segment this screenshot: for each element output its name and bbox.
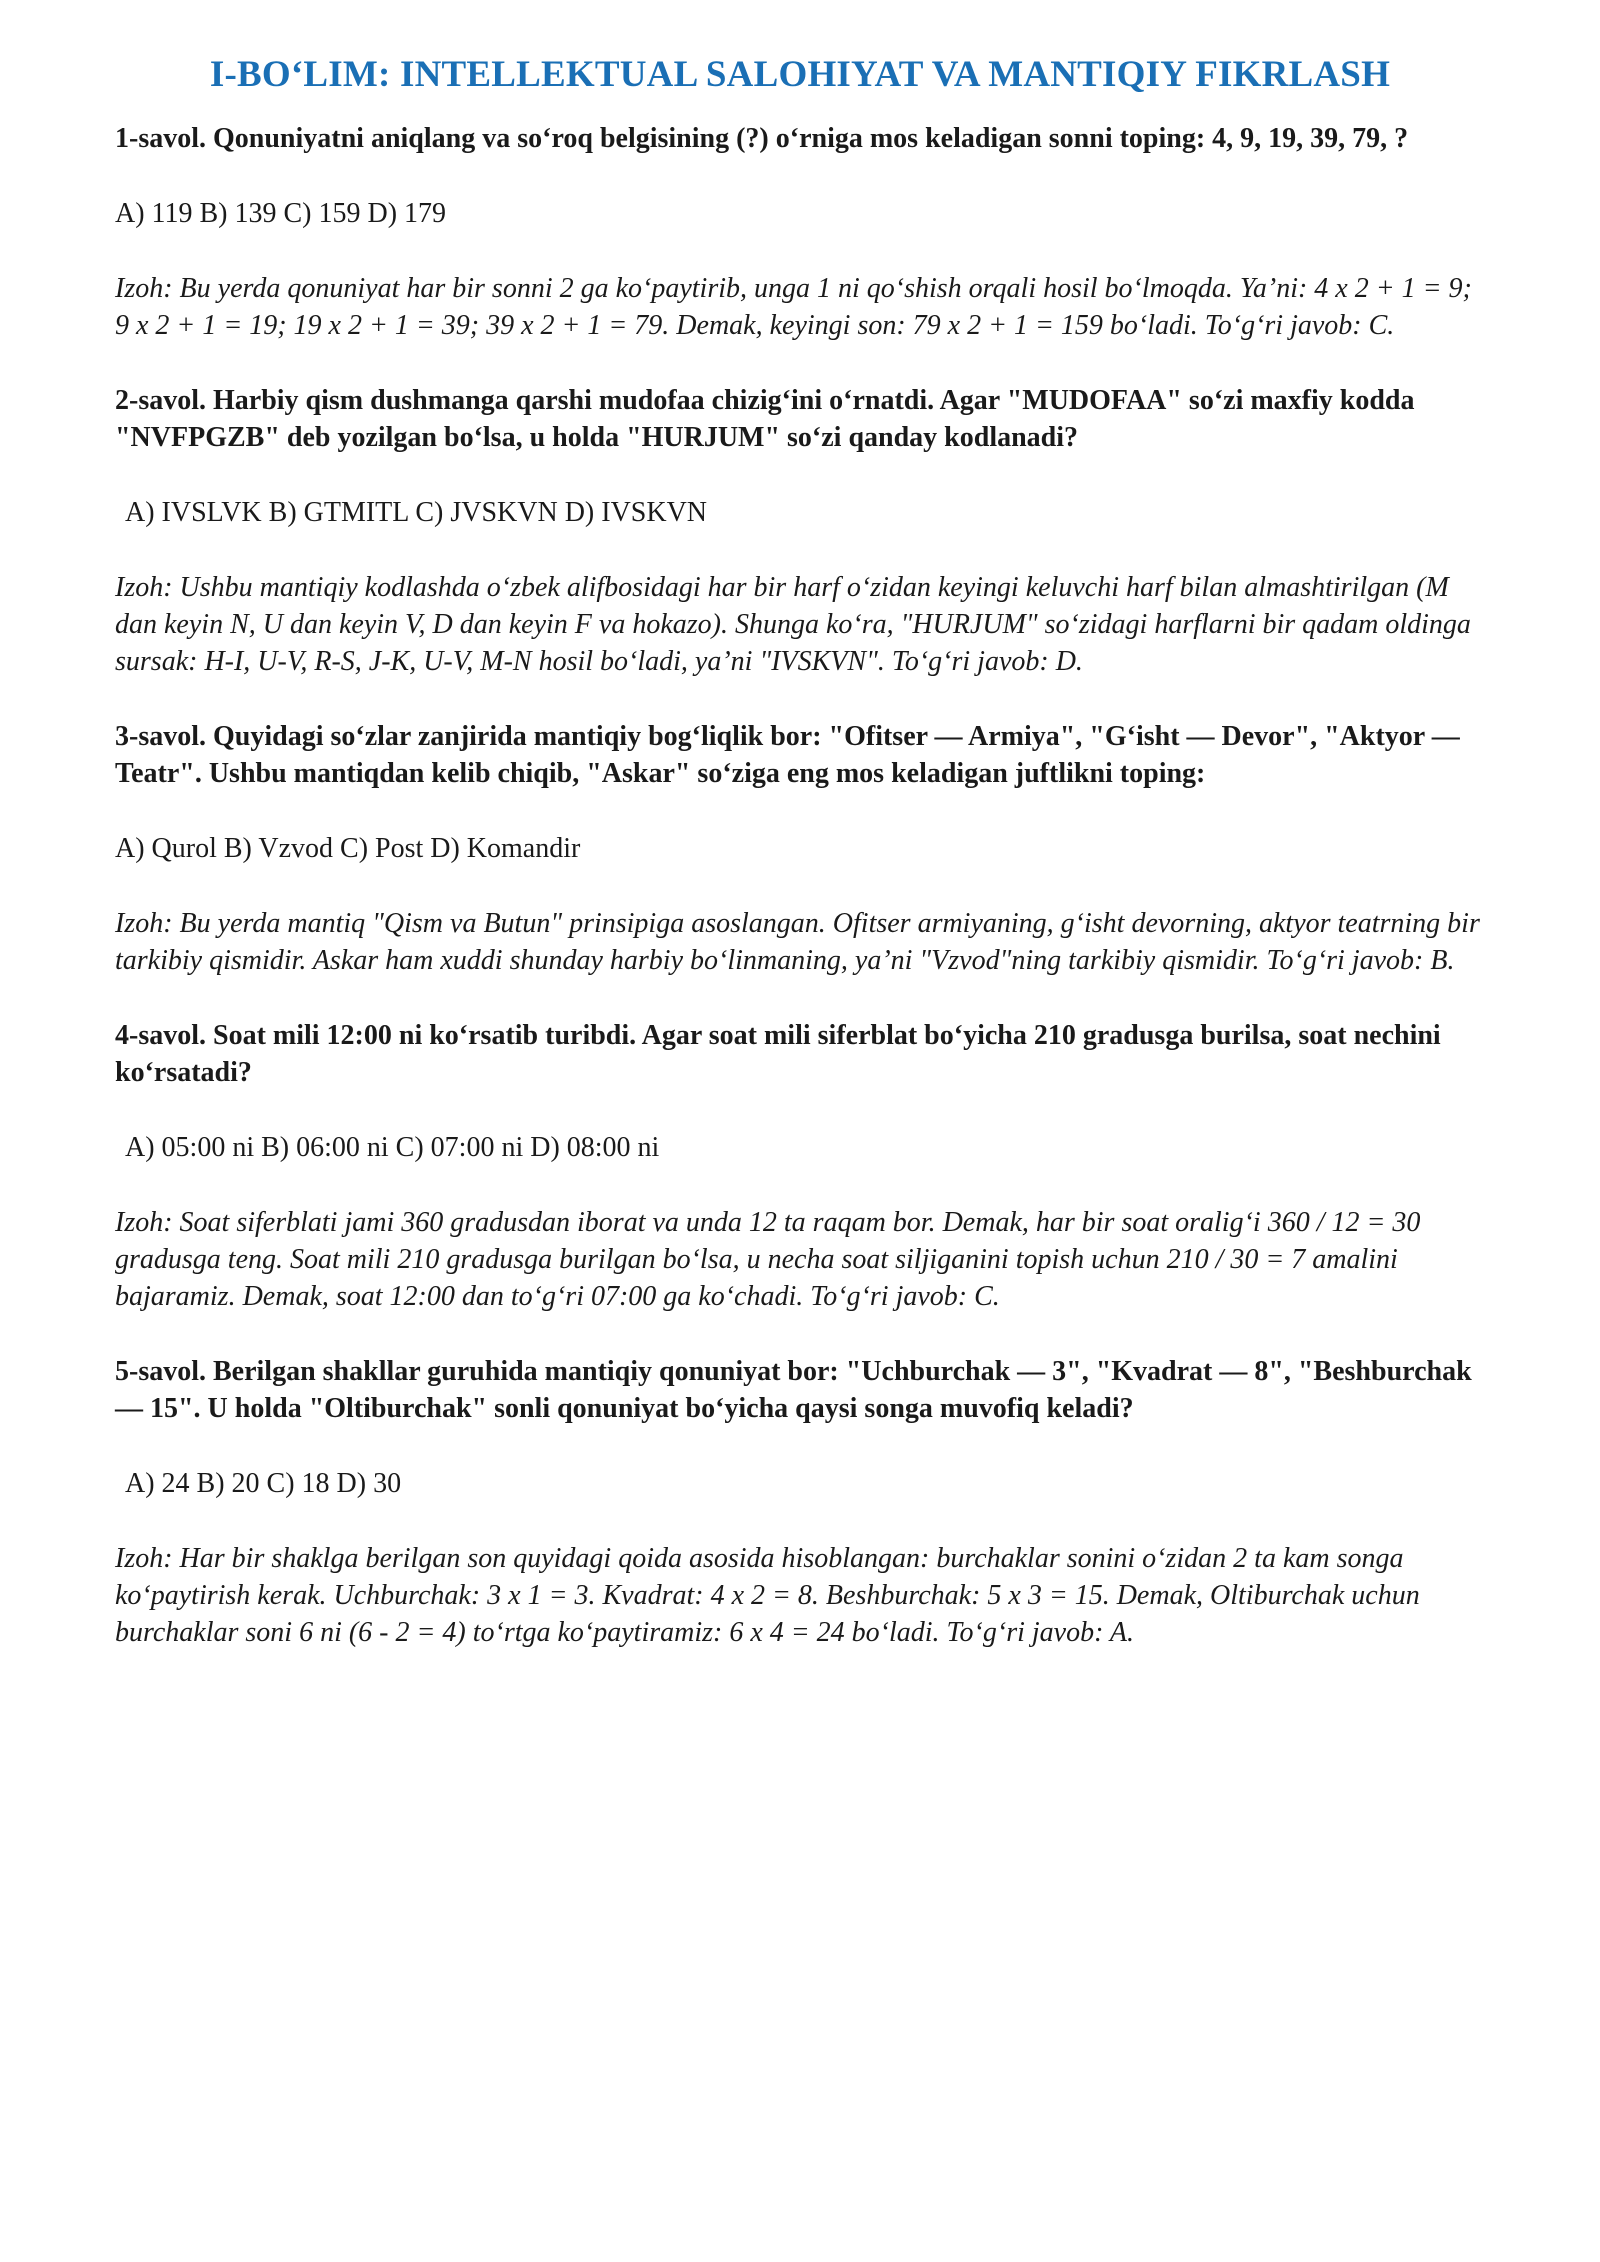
question-block-2 xyxy=(115,382,1485,680)
question-3-explanation: Izoh: Bu yerda mantiq "Qism va Butun" prinsipiga asoslangan. Ofitser armiyaning, g‘isht devorning, aktyor teatrning bir tarkibiy qismidir. Askar ham xuddi shunday harbiy bo‘linmaning, ya’ni "Vzvod"ning tarkibiy qismidir. To‘g‘ri javob: B. xyxy=(115,908,1480,976)
question-1-text: 1-savol. Qonuniyatni aniqlang va so‘roq belgisining (?) o‘rniga mos keladigan sonni toping: 4, 9, 19, 39, 79, ? xyxy=(115,123,1409,154)
question-4-explanation: Izoh: Soat siferblati jami 360 gradusdan iborat va unda 12 ta raqam bor. Demak, har bir soat oralig‘i 360 / 12 = 30 gradusga teng. Soat mili 210 gradusga burilgan bo‘lsa, u necha soat siljiganini topish uchun 210 / 30 = 7 amalini bajaramiz. Demak, soat 12:00 dan to‘g‘ri 07:00 ga ko‘chadi. To‘g‘ri javob: C. xyxy=(115,1207,1421,1312)
question-1-options: A) 119 B) 139 C) 159 D) 179 xyxy=(115,198,447,229)
question-5-options: A) 24 B) 20 C) 18 D) 30 xyxy=(125,1468,402,1499)
question-block-4 xyxy=(115,1017,1485,1315)
question-block-3 xyxy=(115,718,1485,979)
question-block-1 xyxy=(115,120,1485,344)
question-2-options: A) IVSLVK B) GTMITL C) JVSKVN D) IVSKVN xyxy=(125,497,708,528)
question-4-text: 4-savol. Soat mili 12:00 ni ko‘rsatib turibdi. Agar soat mili siferblat bo‘yicha 210 gradusga burilsa, soat nechini ko‘rsatadi? xyxy=(115,1020,1441,1088)
question-1-explanation: Izoh: Bu yerda qonuniyat har bir sonni 2 ga ko‘paytirib, unga 1 ni qo‘shish orqali hosil bo‘lmoqda. Ya’ni: 4 x 2 + 1 = 9; 9 x 2 + 1 = 19; 19 x 2 + 1 = 39; 39 x 2 + 1 = 79. Demak, keyingi son: 79 x 2 + 1 = 159 bo‘ladi. To‘g‘ri javob: C. xyxy=(115,273,1472,341)
question-5-text: 5-savol. Berilgan shakllar guruhida mantiqiy qonuniyat bor: "Uchburchak — 3", "Kvadrat — 8", "Beshburchak — 15". U holda "Oltiburchak" sonli qonuniyat bo‘yicha qaysi songa muvofiq keladi? xyxy=(115,1356,1472,1424)
question-5-explanation: Izoh: Har bir shaklga berilgan son quyidagi qoida asosida hisoblangan: burchaklar sonini o‘zidan 2 ta kam songa ko‘paytirish kerak. Uchburchak: 3 x 1 = 3. Kvadrat: 4 x 2 = 8. Beshburchak: 5 x 3 = 15. Demak, Oltiburchak uchun burchaklar soni 6 ni (6 - 2 = 4) to‘rtga ko‘paytiramiz: 6 x 4 = 24 bo‘ladi. To‘g‘ri javob: A. xyxy=(115,1543,1420,1648)
page-title: I-BO‘LIM: INTELLEKTUAL SALOHIYAT VA MANTIQIY FIKRLASH xyxy=(209,54,1391,95)
question-3-options: A) Qurol B) Vzvod C) Post D) Komandir xyxy=(115,833,581,864)
document-page xyxy=(115,52,1485,1689)
question-block-5 xyxy=(115,1353,1485,1651)
question-4-options: A) 05:00 ni B) 06:00 ni C) 07:00 ni D) 08:00 ni xyxy=(125,1132,660,1163)
question-3-text: 3-savol. Quyidagi so‘zlar zanjirida mantiqiy bog‘liqlik bor: "Ofitser — Armiya", "G‘isht — Devor", "Aktyor — Teatr". Ushbu mantiqdan kelib chiqib, "Askar" so‘ziga eng mos keladigan juftlikni toping: xyxy=(115,721,1460,789)
question-2-text: 2-savol. Harbiy qism dushmanga qarshi mudofaa chizig‘ini o‘rnatdi. Agar "MUDOFAA" so‘zi maxfiy kodda "NVFPGZB" deb yozilgan bo‘lsa, u holda "HURJUM" so‘zi qanday kodlanadi? xyxy=(115,385,1415,453)
question-2-explanation: Izoh: Ushbu mantiqiy kodlashda o‘zbek alifbosidagi har bir harf o‘zidan keyingi keluvchi harf bilan almashtirilgan (M dan keyin N, U dan keyin V, D dan keyin F va hokazo). Shunga ko‘ra, "HURJUM" so‘zidagi harflarni bir qadam oldinga sursak: H-I, U-V, R-S, J-K, U-V, M-N hosil bo‘ladi, ya’ni "IVSKVN". To‘g‘ri javob: D. xyxy=(115,572,1471,677)
